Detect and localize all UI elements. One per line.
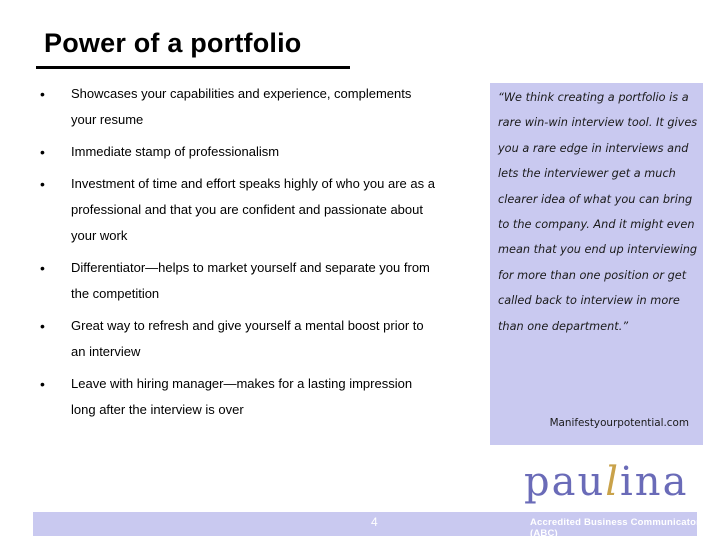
bullet-item (40, 171, 440, 249)
bullet-item (40, 371, 440, 423)
quote-text: “We think creating a portfolio is a rare win-win interview tool. It gives you a rare edge in interviews and lets the interviewer get a much clearer idea of what you can bring to the company. And it might even mean that you end up interviewing for more than one position or get called back to interview in more than one department.” (498, 91, 698, 333)
bullet-marker: • (40, 376, 45, 392)
bullet-text: Differentiator—helps to market yourself and separate you from the competition (71, 260, 430, 301)
bullet-text: Leave with hiring manager—makes for a lasting impression long after the interview is over (71, 376, 413, 417)
bullet-item (40, 313, 440, 365)
bullet-text: Great way to refresh and give yourself a mental boost prior to an interview (71, 318, 424, 359)
bullet-text: Immediate stamp of professionalism (71, 144, 280, 159)
bullet-item (40, 255, 440, 307)
page-number: 4 (371, 515, 378, 529)
paulina-logo (524, 460, 688, 504)
bullet-marker: • (40, 318, 45, 334)
logo-text-start: pau (524, 459, 606, 505)
credential-label: Accredited Business Communicator (ABC) (530, 517, 701, 539)
bullet-marker: • (40, 144, 45, 160)
bullet-marker: • (40, 86, 45, 102)
title-underline (36, 66, 350, 69)
bullet-item (40, 81, 440, 133)
bullet-marker: • (40, 176, 45, 192)
bullet-item (40, 139, 440, 165)
slide-title: Power of a portfolio (44, 28, 302, 58)
bullet-text: Showcases your capabilities and experience, complements your resume (71, 86, 412, 127)
logo-text-end: ina (620, 459, 689, 505)
bullet-marker: • (40, 260, 45, 276)
logo-accent-letter: l (605, 459, 621, 505)
quote-source: Manifestyourpotential.com (549, 417, 689, 429)
bullet-list (40, 81, 440, 429)
bullet-text: Investment of time and effort speaks highly of who you are as a professional and that you are confident and passionate about your work (71, 176, 435, 243)
quote-panel (490, 83, 703, 445)
